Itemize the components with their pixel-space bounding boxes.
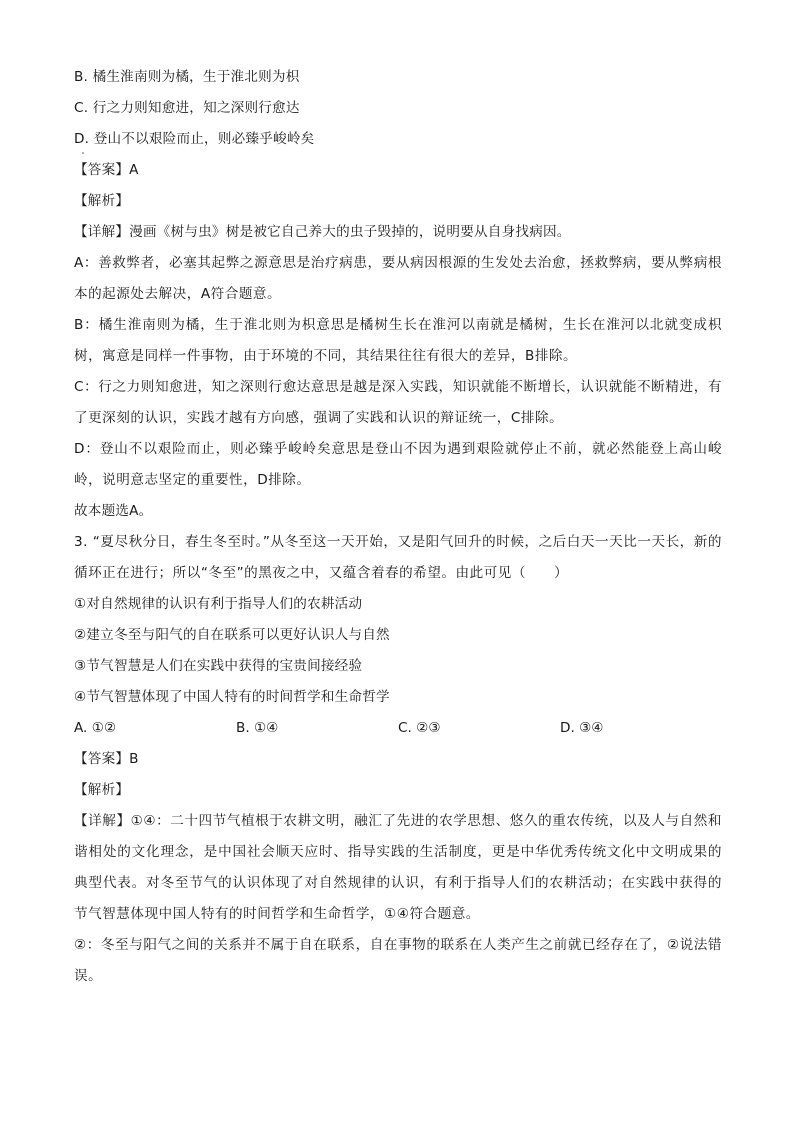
analysis-c: C：行之力则知愈进，知之深则行愈达意思是越是深入实践，知识就能不断增长，认识就能不断精进，有了更深刻的认识，实践才越有方向感，强调了实践和认识的辩证统一，C排除。 xyxy=(74,379,722,426)
analysis-label: 【解析】 xyxy=(74,193,130,209)
choice-a: A. ①② xyxy=(74,720,117,736)
answer-label: 【答案】A xyxy=(74,162,139,178)
statement-2: ②建立冬至与阳气的自在联系可以更好认识人与自然 xyxy=(74,627,390,643)
document-page xyxy=(74,62,722,992)
question-3-stem: 3. “夏尽秋分日，春生冬至时。”从冬至这一天开始，又是阳气回升的时候，之后白天一天比一天长，新的循环正在进行；所以“冬至”的黑夜之中，又蕴含着春的希望。由此可见（ ） xyxy=(74,534,722,581)
analysis-a: A：善救弊者，必塞其起弊之源意思是治疗病患，要从病因根源的生发处去治愈，拯救弊病，要从弊病根本的起源处去解决，A符合题意。 xyxy=(74,255,722,302)
choice-b: B. ①④ xyxy=(236,720,279,736)
detail-text-3: 【详解】①④：二十四节气植根于农耕文明，融汇了先进的农学思想、悠久的重农传统，以及人与自然和谐相处的文化理念，是中国社会顺天应时、指导实践的生活制度，更是中华优秀传统文化中文明成果的典型代表。对冬至节气的认识体现了对自然规律的认识，有利于指导人们的农耕活动；在实践中获得的节气智慧体现中国人特有的时间哲学和生命哲学，①④符合题意。 xyxy=(74,813,722,922)
option-c: C. 行之力则知愈进，知之深则行愈达 xyxy=(74,100,300,116)
statement-4: ④节气智慧体现了中国人特有的时间哲学和生命哲学 xyxy=(74,689,390,705)
answer-label-3: 【答案】B xyxy=(74,751,139,767)
analysis-label-3: 【解析】 xyxy=(74,782,130,798)
conclusion: 故本题选A。 xyxy=(74,503,153,519)
statement-2-analysis: ②：冬至与阳气之间的关系并不属于自在联系，自在事物的联系在人类产生之前就已经存在了，②说法错误。 xyxy=(74,937,722,984)
statement-3: ③节气智慧是人们在实践中获得的宝贵间接经验 xyxy=(74,658,363,674)
statement-1: ①对自然规律的认识有利于指导人们的农耕活动 xyxy=(74,596,363,612)
option-b: B. 橘生淮南则为橘，生于淮北则为枳 xyxy=(74,69,300,85)
detail-text: 【详解】漫画《树与虫》树是被它自己养大的虫子毁掉的，说明要从自身找病因。 xyxy=(74,224,571,240)
answer-choices xyxy=(74,713,722,744)
option-d: D. 登山不以艰险而止，则必臻乎峻岭矣 xyxy=(74,131,315,147)
analysis-d: D：登山不以艰险而止，则必臻乎峻岭矣意思是登山不因为遇到艰险就停止不前，就必然能登上高山峻岭，说明意志坚定的重要性，D排除。 xyxy=(74,441,722,488)
choice-c: C. ②③ xyxy=(398,720,441,736)
choice-d: D. ③④ xyxy=(560,720,604,736)
analysis-b: B：橘生淮南则为橘，生于淮北则为枳意思是橘树生长在淮河以南就是橘树，生长在淮河以北就变成枳树，寓意是同样一件事物，由于环境的不同，其结果往往有很大的差异，B排除。 xyxy=(74,317,722,364)
